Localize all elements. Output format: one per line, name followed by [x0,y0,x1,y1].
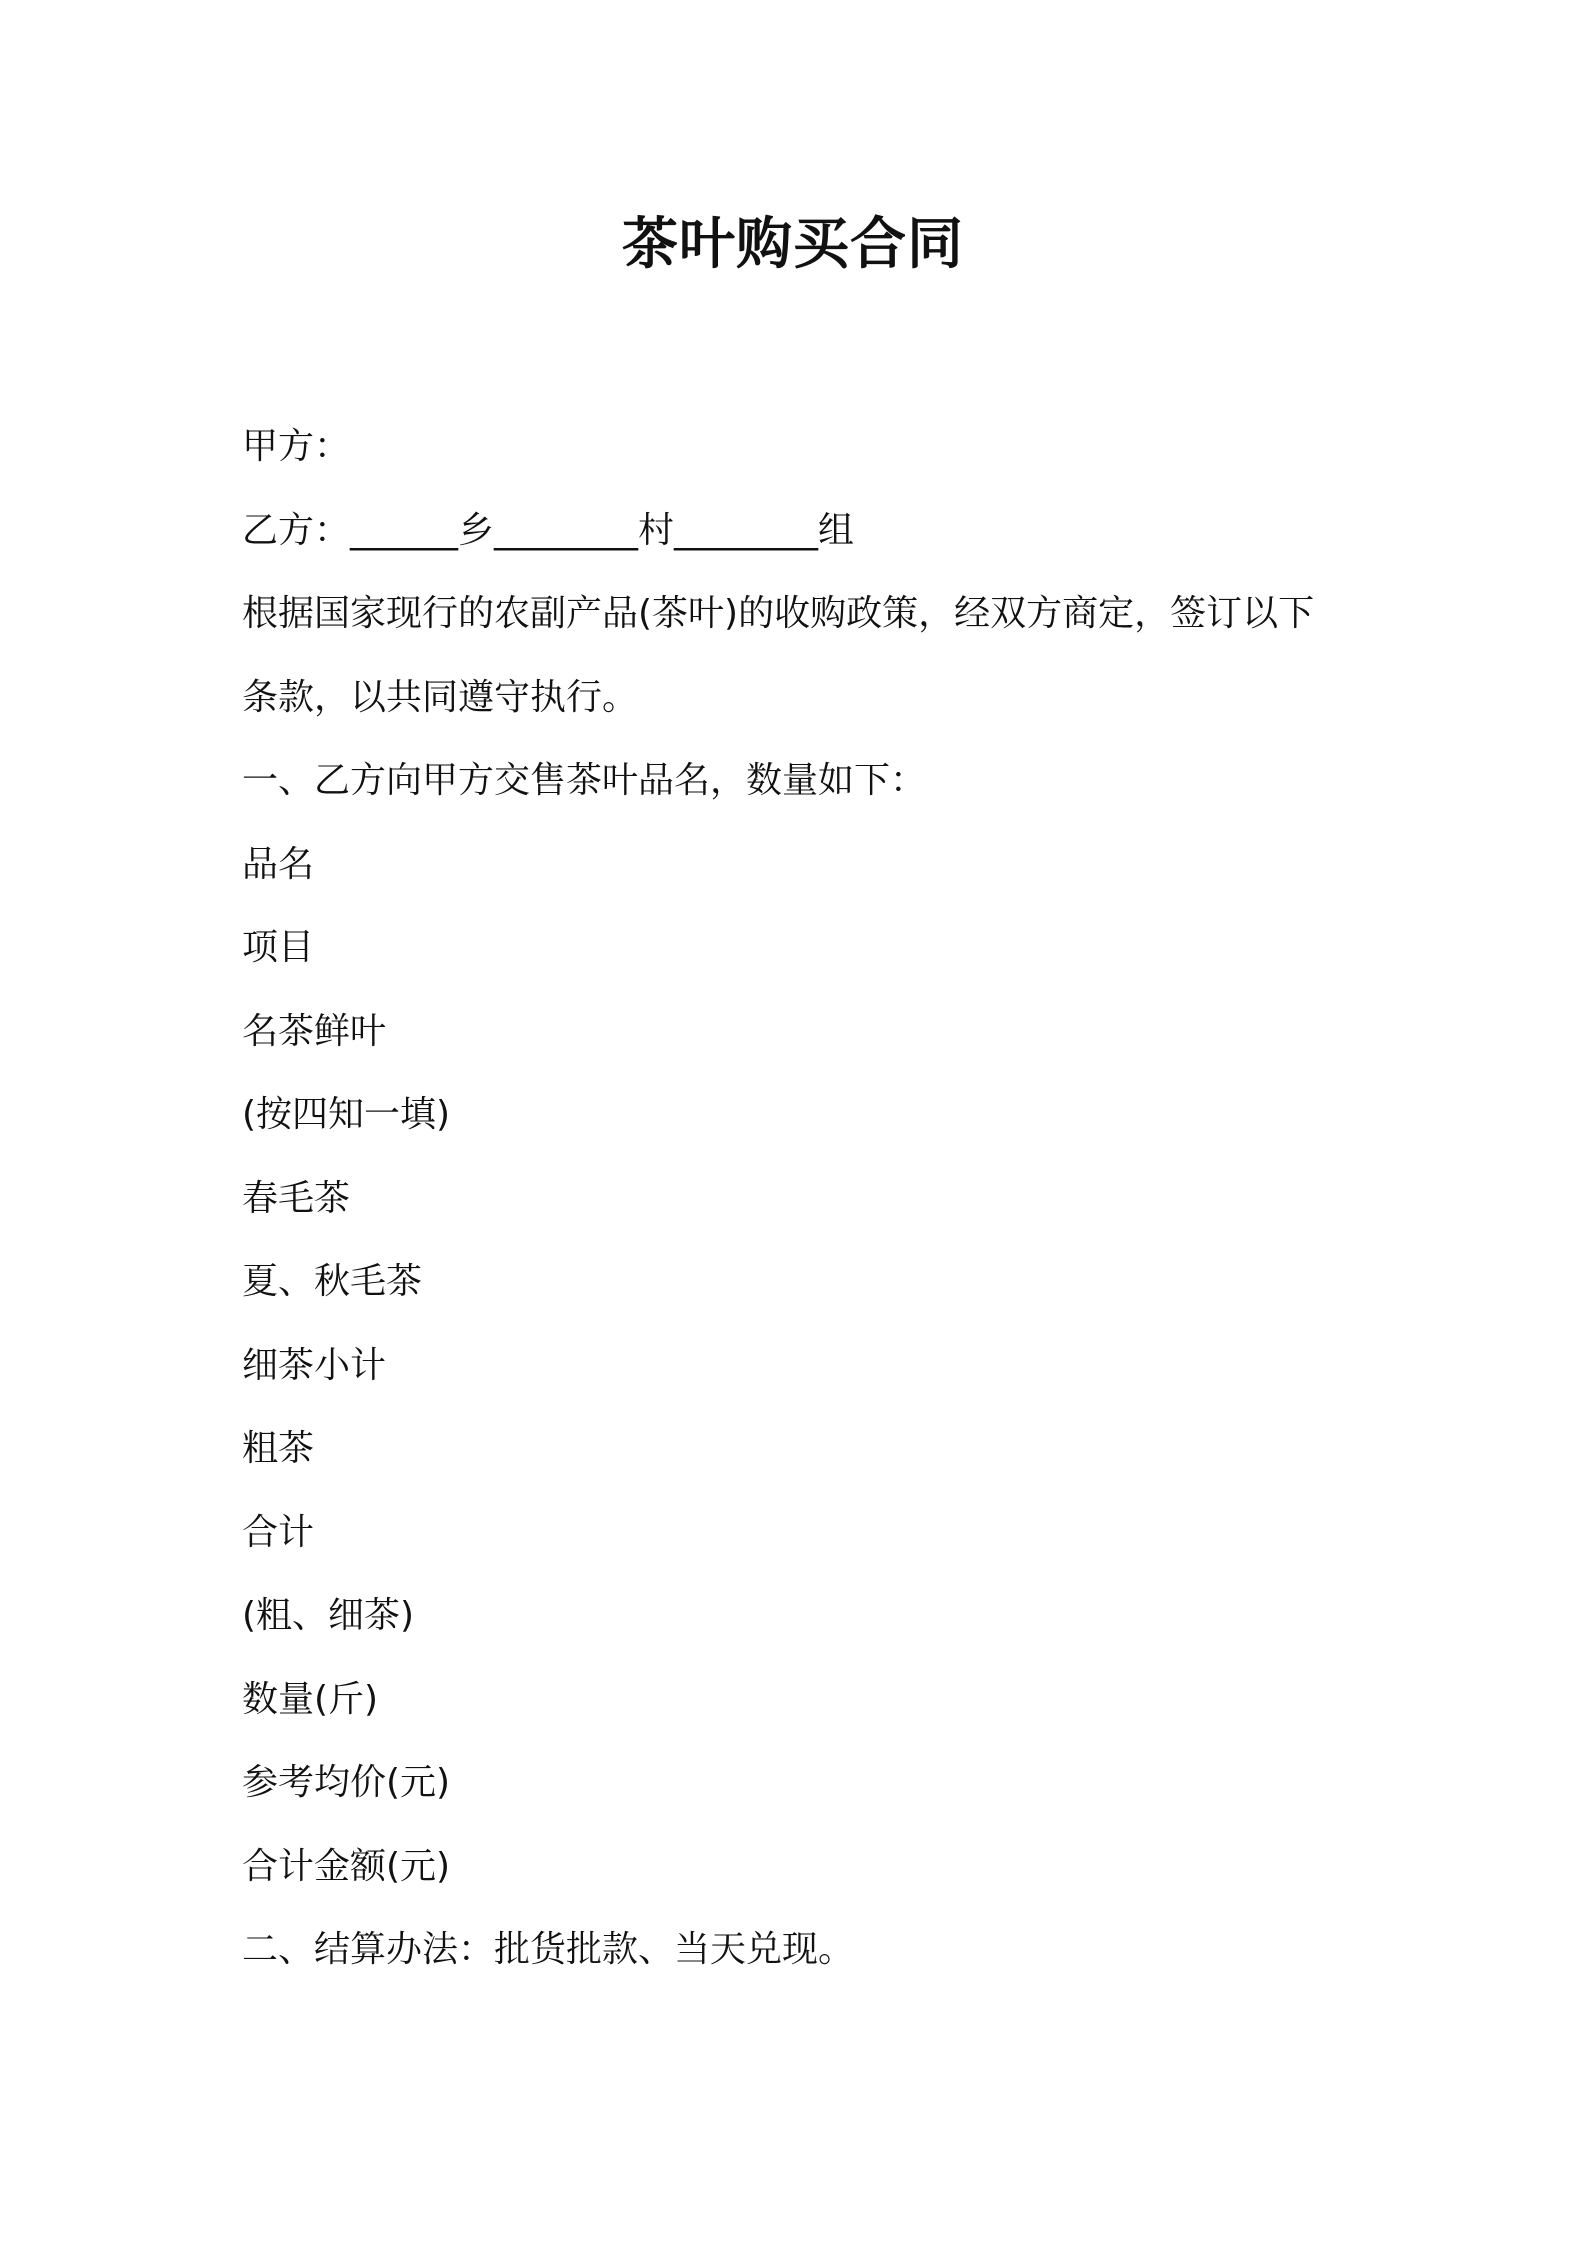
table-label-reference-price: 参考均价(元) [242,1762,451,1803]
clause-2-settlement: 二、结算办法：批货批款、当天兑现。 [242,1929,855,1970]
table-label-product-name: 品名 [242,843,315,885]
table-label-quantity: 数量(斤) [242,1678,379,1720]
preamble-line-1: 根据国家现行的农副产品(茶叶)的收购政策，经双方商定，签订以下 [242,593,1315,634]
table-label-total: 合计 [242,1511,315,1553]
document-title: 茶叶购买合同 [622,212,964,277]
table-label-coarse-tea: 粗茶 [242,1428,315,1469]
table-label-total-amount: 合计金额(元) [242,1845,451,1887]
table-label-premium-fresh-leaf: 名茶鲜叶 [242,1010,387,1052]
table-label-summer-autumn-tea: 夏、秋毛茶 [242,1261,423,1302]
clause-1-heading: 一、乙方向甲方交售茶叶品名，数量如下： [242,760,927,801]
table-label-total-note: (粗、细茶) [242,1595,415,1636]
table-label-spring-tea: 春毛茶 [242,1177,351,1219]
table-label-item: 项目 [242,927,315,968]
party-a-line: 甲方： [242,426,351,467]
document-body [242,405,1362,1992]
party-b-line: 乙方：______乡________村________组 [242,509,855,551]
table-label-fill-note: (按四知一填) [242,1094,451,1135]
table-label-fine-tea-subtotal: 细茶小计 [242,1344,387,1386]
preamble-line-2: 条款，以共同遵守执行。 [242,676,639,718]
